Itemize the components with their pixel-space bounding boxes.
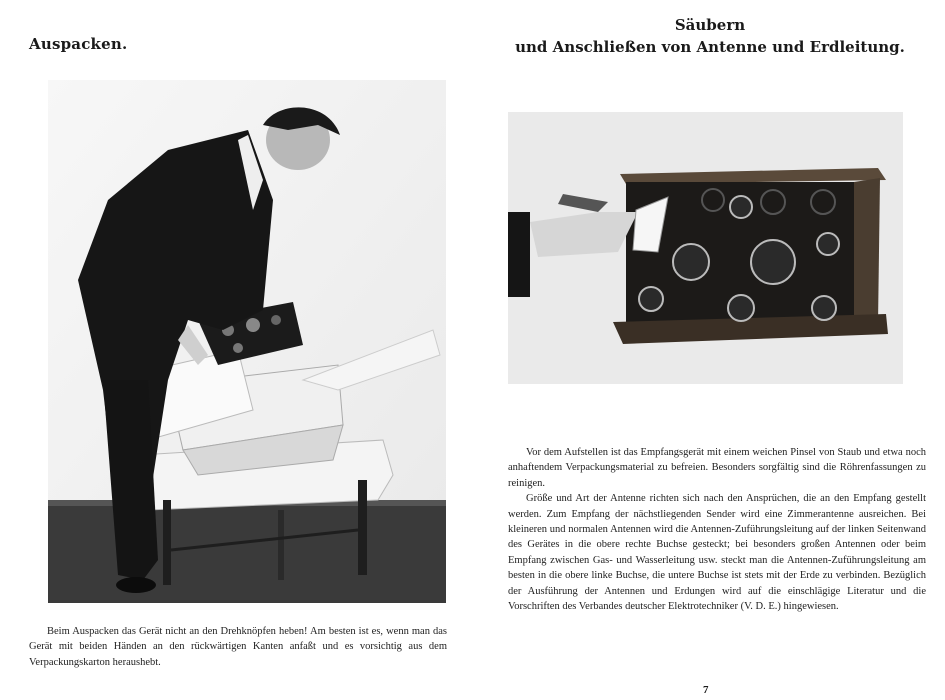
- paragraph-cleaning: Vor dem Aufstellen ist das Empfangsgerät mit einem weichen Pinsel von Staub und etwa noch anhaftendem Verpackungsmaterial zu befreien. Besonders sorgfältig sind die Röhrenfassungen zu reinigen.: [508, 447, 926, 489]
- tuning-knob: [673, 244, 709, 280]
- tuning-knob: [751, 240, 795, 284]
- photo-cleaning-illustration: [508, 112, 903, 384]
- heading-line-1: Säubern: [674, 16, 746, 34]
- heading-line-2: und Anschließen von Antenne und Erdleitung.: [515, 38, 905, 56]
- table-leg: [358, 480, 367, 575]
- photo-unpacking: [48, 80, 446, 603]
- sleeve: [508, 212, 530, 297]
- table-leg: [163, 500, 171, 585]
- control-knob: [812, 296, 836, 320]
- caption-text: Beim Auspacken das Gerät nicht an den Drehknöpfen heben! Am besten ist es, wenn man das Gerät mit beiden Händen an den rückwärtigen Kanten anfaßt und es vorsichtig aus dem Verpackungskarton heraushebt.: [29, 626, 447, 668]
- control-knob: [639, 287, 663, 311]
- control-knob: [817, 233, 839, 255]
- photo-cleaning-receiver: [508, 112, 903, 384]
- cabinet-side: [854, 178, 880, 326]
- section-heading-unpacking: Auspacken.: [29, 35, 128, 53]
- photo-unpacking-illustration: [48, 80, 446, 603]
- paragraph-antenna: Größe und Art der Antenne richten sich nach den Ansprüchen, die an den Empfang gestellt werden. Zum Empfang der nächstliegenden Sender wird eine Zimmerantenne ausreichen. Bei kleineren und normalen Antennen wird die Antennen-Zuführungsleitung auf der linken Seitenwand des Gerätes in die obere rechte Buchse gesteckt; bei besonders großen Antennen oder beim Empfang zwischen Gas- und Wasserleitung usw. steckt man die Antennen-Zuführungsleitung am besten in die obere linke Buchse, die untere Buchse ist stets mit der Erde zu verbinden. Bezüglich der Ausführung der Antennen und Erdungen wird auf die einschlägige Literatur und die Vorschriften des Verbandes deutscher Elektrotechniker (V. D. E.) hingewiesen.: [508, 493, 926, 613]
- control-knob: [730, 196, 752, 218]
- page-number: 7: [703, 684, 709, 696]
- body-text: [508, 445, 926, 614]
- floor: [48, 500, 446, 603]
- control-knob: [728, 295, 754, 321]
- figure-caption-unpacking: [29, 624, 447, 670]
- section-heading-cleaning-antenna: [495, 14, 925, 58]
